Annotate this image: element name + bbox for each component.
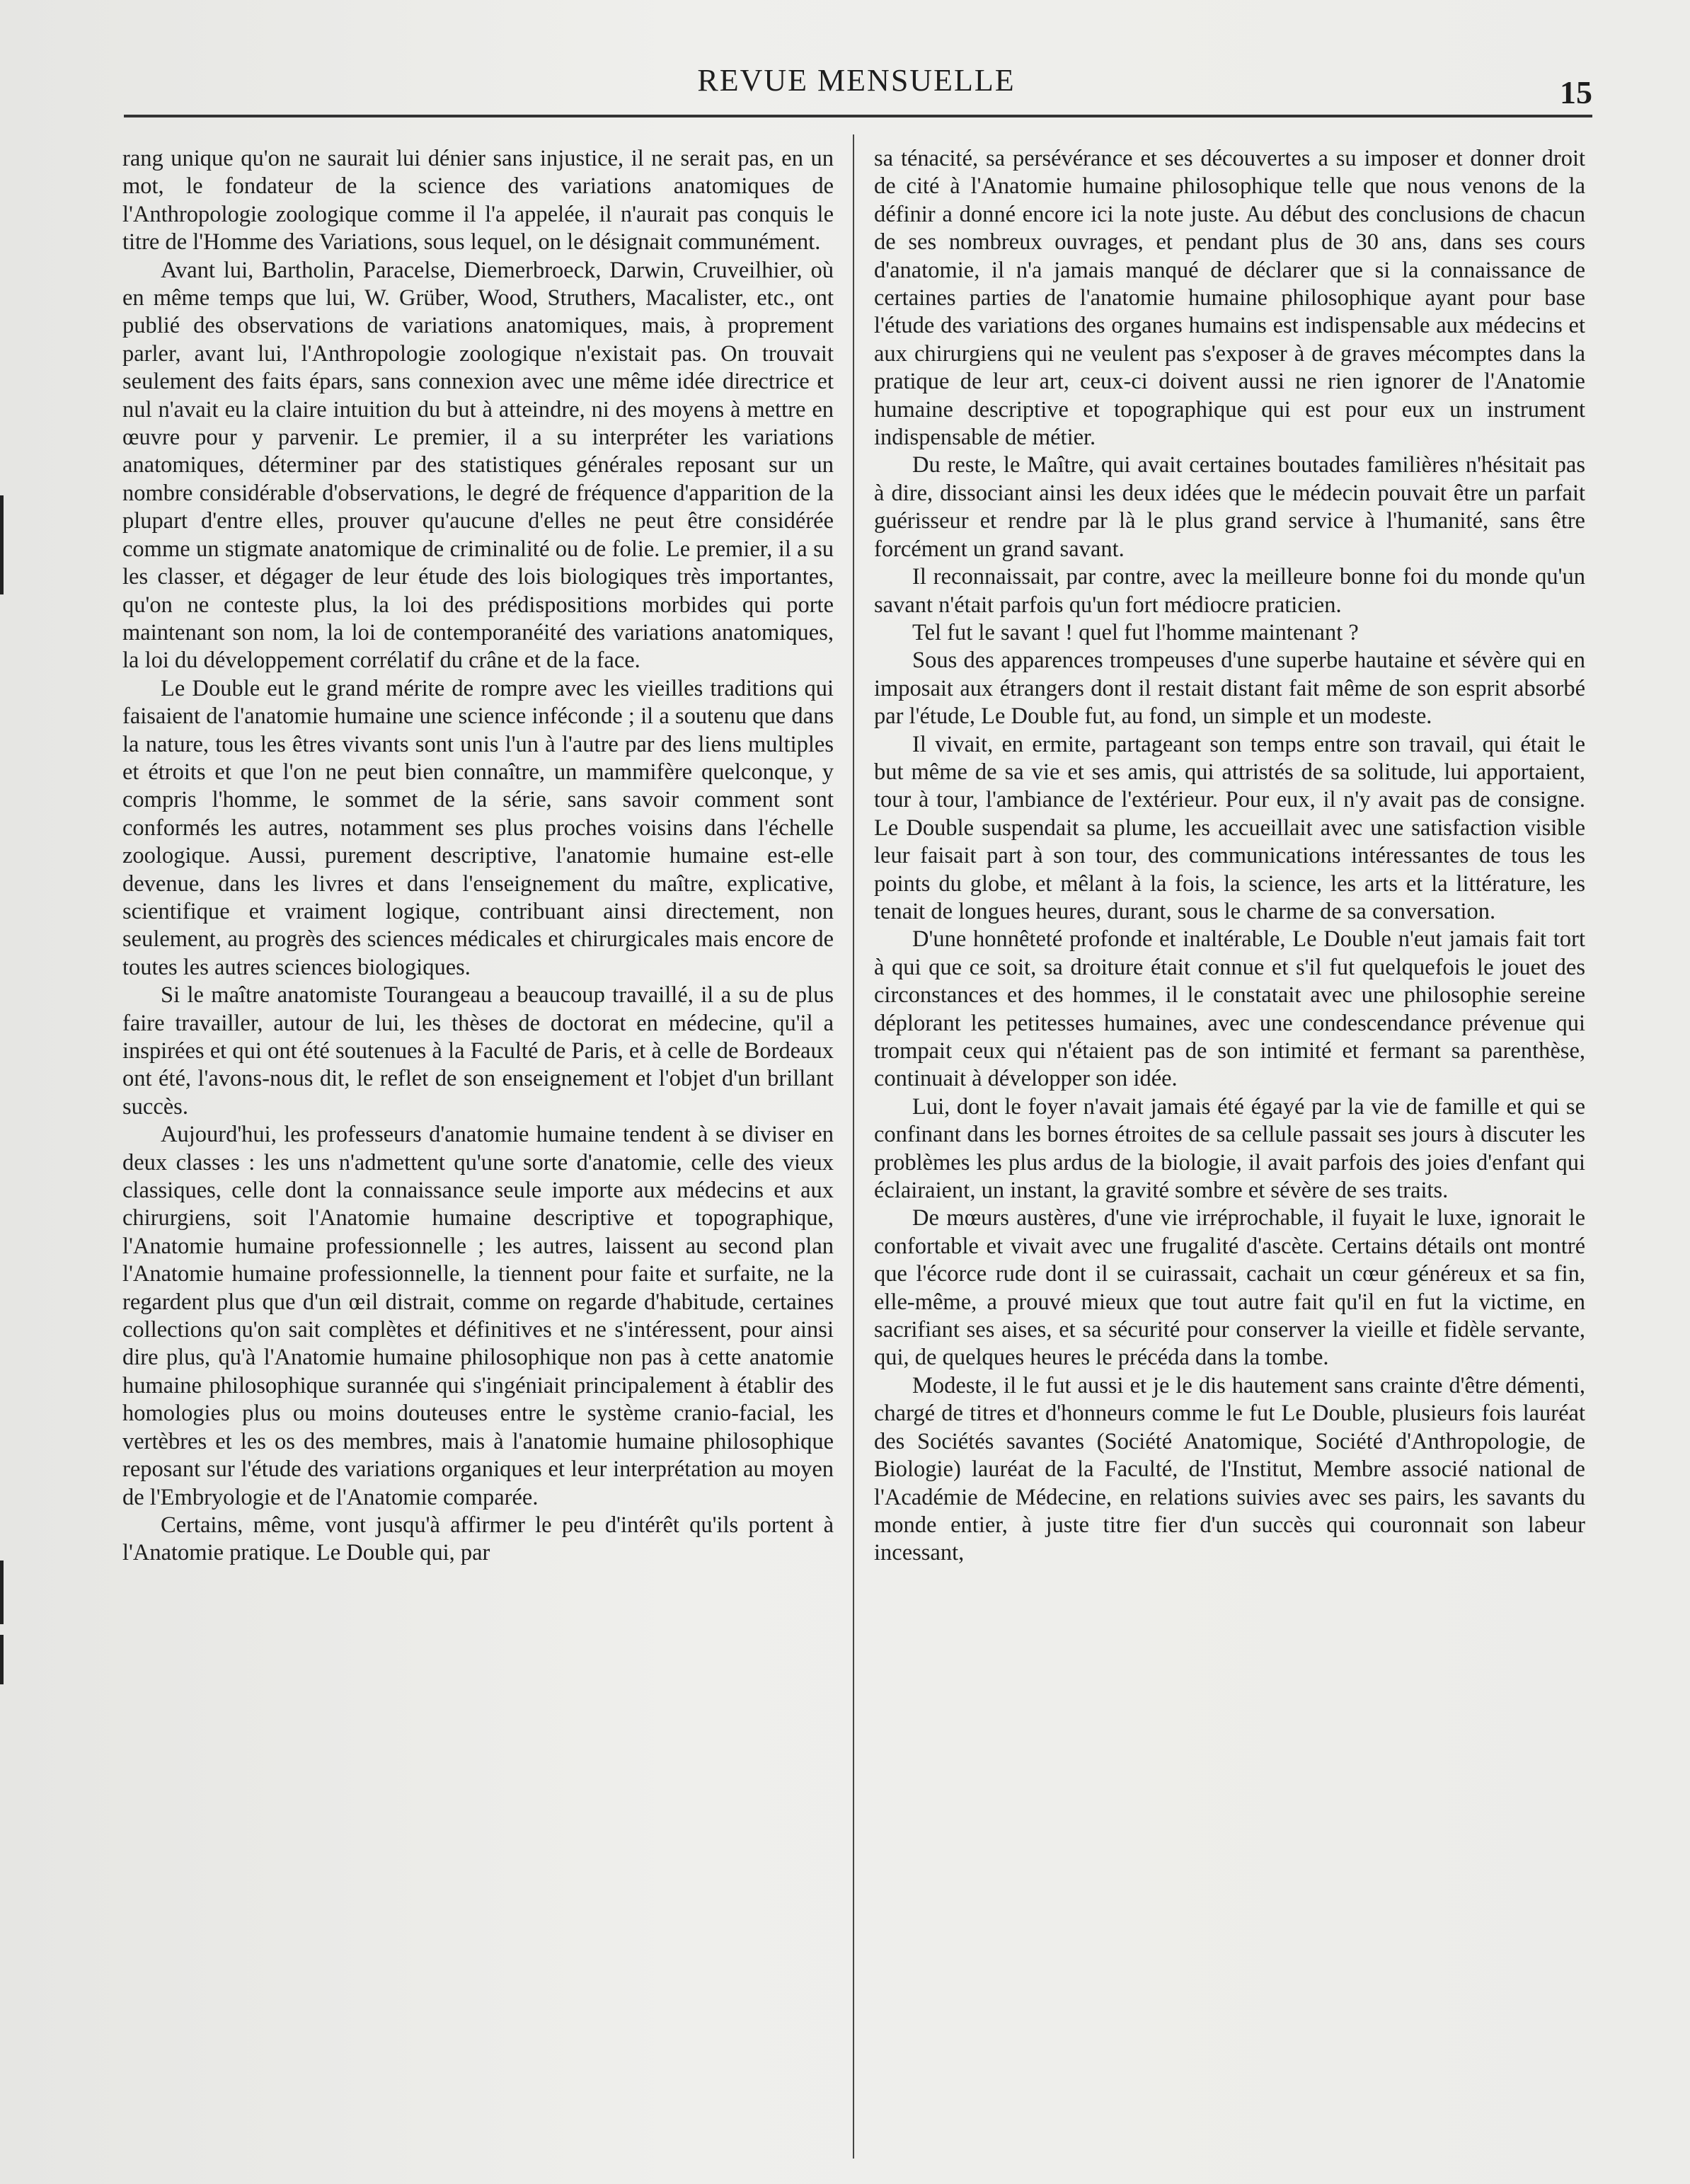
paragraph: Le Double eut le grand mérite de rompre avec les vieilles traditions qui faisaient de l'anatomie humaine une science inféconde ; il a soutenu que dans la nature, tous les êtres vivants sont unis l'un à l'autre par des liens multiples et étroits et que l'on ne peut bien connaître, un mammifère quelconque, y compris l'homme, le sommet de la série, sans savoir comment sont conformés les autres, notamment ses plus proches voisins dans l'échelle zoologique. Aussi, purement descriptive, l'anatomie humaine est-elle devenue, dans les livres et dans l'enseignement du maître, explicative, scientifique et vraiment logique, contribuant ainsi directement, non seulement, au progrès des sciences médicales et chirurgicales mais encore de toutes les autres sciences biologiques. (122, 675, 834, 980)
paragraph: D'une honnêteté profonde et inaltérable, Le Double n'eut jamais fait tort à qui que ce soit, sa droiture était connue et s'il fut quelquefois le jouet des circonstances et des hommes, il le constatait avec une philosophie sereine déplorant les petitesses humaines, avec une condescendance prévenue qui trompait ceux qui n'étaient pas de son intimité et fermant sa parenthèse, continuait à développer son idée. (874, 926, 1585, 1092)
paragraph: De mœurs austères, d'une vie irréprochable, il fuyait le luxe, ignorait le confortable et vivait avec une frugalité d'ascète. Certains détails ont montré que l'écorce rude dont il se cuirassait, cachait un cœur généreux et sa fin, elle-même, a prouvé mieux que tout autre fait qu'il en fut la victime, en sacrifiant ses aises, et sa sécurité pour conserver la vieille et fidèle servante, qui, de quelques heures le précéda dans la tombe. (874, 1205, 1585, 1371)
paragraph: Il reconnaissait, par contre, avec la meilleure bonne foi du monde qu'un savant n'était parfois qu'un fort médiocre praticien. (874, 564, 1585, 618)
paragraph: Si le maître anatomiste Tourangeau a beaucoup travaillé, il a su de plus faire travailler, autour de lui, les thèses de doctorat en médecine, qu'il a inspirées et qui ont été soutenues à la Faculté de Paris, et à celle de Bordeaux ont été, l'avons-nous dit, le reflet de son enseignement et l'objet d'un brillant succès. (122, 982, 834, 1120)
column-divider (853, 134, 854, 2159)
paragraph: Modeste, il le fut aussi et je le dis hautement sans crainte d'être démenti, chargé de titres et d'honneurs comme le fut Le Double, plusieurs fois lauréat des Sociétés savantes (Société Anatomique, Société d'Anthropologie, de Biologie) lauréat de la Faculté, de l'Institut, Membre associé national de l'Académie de Médecine, en relations suivies avec ses pairs, les savants du monde entier, à juste titre fier d'un succès qui couronnait son labeur incessant, (874, 1372, 1585, 1566)
paragraph: Sous des apparences trompeuses d'une superbe hautaine et sévère qui en imposait aux étrangers dont il restait distant fait même de son esprit absorbé par l'étude, Le Double fut, au fond, un simple et un modeste. (874, 648, 1585, 730)
running-title: REVUE MENSUELLE (697, 63, 1016, 98)
header-rule (124, 115, 1592, 117)
binding-mark (0, 1561, 4, 1624)
right-column (874, 145, 1585, 1568)
page-number: 15 (1560, 74, 1592, 110)
paragraph: Tel fut le savant ! quel fut l'homme maintenant ? (912, 619, 1359, 645)
binding-mark (0, 1635, 4, 1684)
paragraph: Avant lui, Bartholin, Paracelse, Diemerbroeck, Darwin, Cruveilhier, où en même temps que lui, W. Grüber, Wood, Struthers, Macalister, etc., ont publié des observations de variations anatomiques, mais, à proprement parler, avant lui, l'Anthropologie zoologique n'existait pas. On trouvait seulement des faits épars, sans connexion avec une même idée directrice et nul n'avait eu la claire intuition du but à atteindre, ni des moyens à mettre en œuvre pour y parvenir. Le premier, il a su interpréter les variations anatomiques, déterminer par des statistiques générales reposant sur un nombre considérable d'observations, le degré de fréquence d'apparition de la plupart d'entre elles, prouver qu'aucune d'elles ne peut être considérée comme un stigmate anatomique de criminalité ou de folie. Le premier, il a su les classer, et dégager de leur étude des lois biologiques très importantes, qu'on ne conteste plus, la loi des prédispositions morbides qui porte maintenant son nom, la loi de contemporanéité des variations anatomiques, la loi du développement corrélatif du crâne et de la face. (122, 257, 834, 674)
binding-mark (0, 545, 4, 594)
paragraph: Aujourd'hui, les professeurs d'anatomie humaine tendent à se diviser en deux classes : les uns n'admettent qu'une sorte d'anatomie, celle des vieux classiques, celle dont la connaissance seule importe aux médecins et aux chirurgiens, soit l'Anatomie humaine descriptive et topographique, l'Anatomie humaine professionnelle ; les autres, laissent au second plan l'Anatomie humaine professionnelle, la tiennent pour faite et surfaite, ne la regardent plus que d'un œil distrait, comme on regarde d'habitude, certaines collections qu'on sait complètes et définitives et ne s'intéressent, pour ainsi dire plus, qu'à l'Anatomie humaine philosophique non pas à cette anatomie humaine philosophique surannée qui s'ingéniait principalement à établir des homologies plus ou moins douteuses entre le système cranio-facial, les vertèbres et les os des membres, mais à l'anatomie humaine philosophique reposant sur l'étude des variations organiques et leur interprétation au moyen de l'Embryologie et de l'Anatomie comparée. (122, 1122, 834, 1510)
left-column (122, 145, 834, 1568)
paragraph: Lui, dont le foyer n'avait jamais été égayé par la vie de famille et qui se confinant dans les bornes étroites de sa cellule passait ses jours à discuter les problèmes les plus ardus de la biologie, il avait parfois des joies d'enfant qui éclairaient, un instant, la gravité sombre et sévère de ses traits. (874, 1093, 1585, 1204)
paragraph: sa ténacité, sa persévérance et ses découvertes a su imposer et donner droit de cité à l'Anatomie humaine philosophique telle que nous venons de la définir a donné encore ici la note juste. Au début des conclusions de chacun de ses nombreux ouvrages, et pendant plus de 30 ans, dans ses cours d'anatomie, il n'a jamais manqué de déclarer que si la connaissance de certaines parties de l'anatomie humaine philosophique ayant pour base l'étude des variations des organes humains est indispensable aux médecins et aux chirurgiens qui ne veulent pas s'exposer à de graves mécomptes dans la pratique de leur art, ceux-ci doivent aussi ne rien ignorer de l'Anatomie humaine descriptive et topographique qui est pour eux un instrument indispensable de métier. (874, 146, 1585, 451)
page-header (120, 62, 1592, 119)
paragraph: rang unique qu'on ne saurait lui dénier sans injustice, il ne serait pas, en un mot, le fondateur de la science des variations anatomiques de l'Anthropologie zoologique comme il l'a appelée, il n'aurait pas conquis le titre de l'Homme des Variations, sous lequel, on le désignait communément. (122, 146, 834, 255)
paragraph: Du reste, le Maître, qui avait certaines boutades familières n'hésitait pas à dire, dissociant ainsi les deux idées que le médecin pouvait être un parfait guérisseur et rendre par là le plus grand service à l'humanité, sans être forcément un grand savant. (874, 452, 1585, 562)
paragraph: Certains, même, vont jusqu'à affirmer le peu d'intérêt qu'ils portent à l'Anatomie pratique. Le Double qui, par (122, 1512, 834, 1566)
paragraph: Il vivait, en ermite, partageant son temps entre son travail, qui était le but même de sa vie et ses amis, qui attristés de sa solitude, lui apportaient, tour à tour, l'ambiance de l'extérieur. Pour eux, il n'y avait pas de consigne. Le Double suspendait sa plume, les accueillait avec une satisfaction visible leur faisait part à son tour, des communications intéressantes de tous les points du globe, et mêlant à la fois, la science, les arts et la littérature, les tenait de longues heures, durant, sous le charme de sa conversation. (874, 731, 1585, 924)
